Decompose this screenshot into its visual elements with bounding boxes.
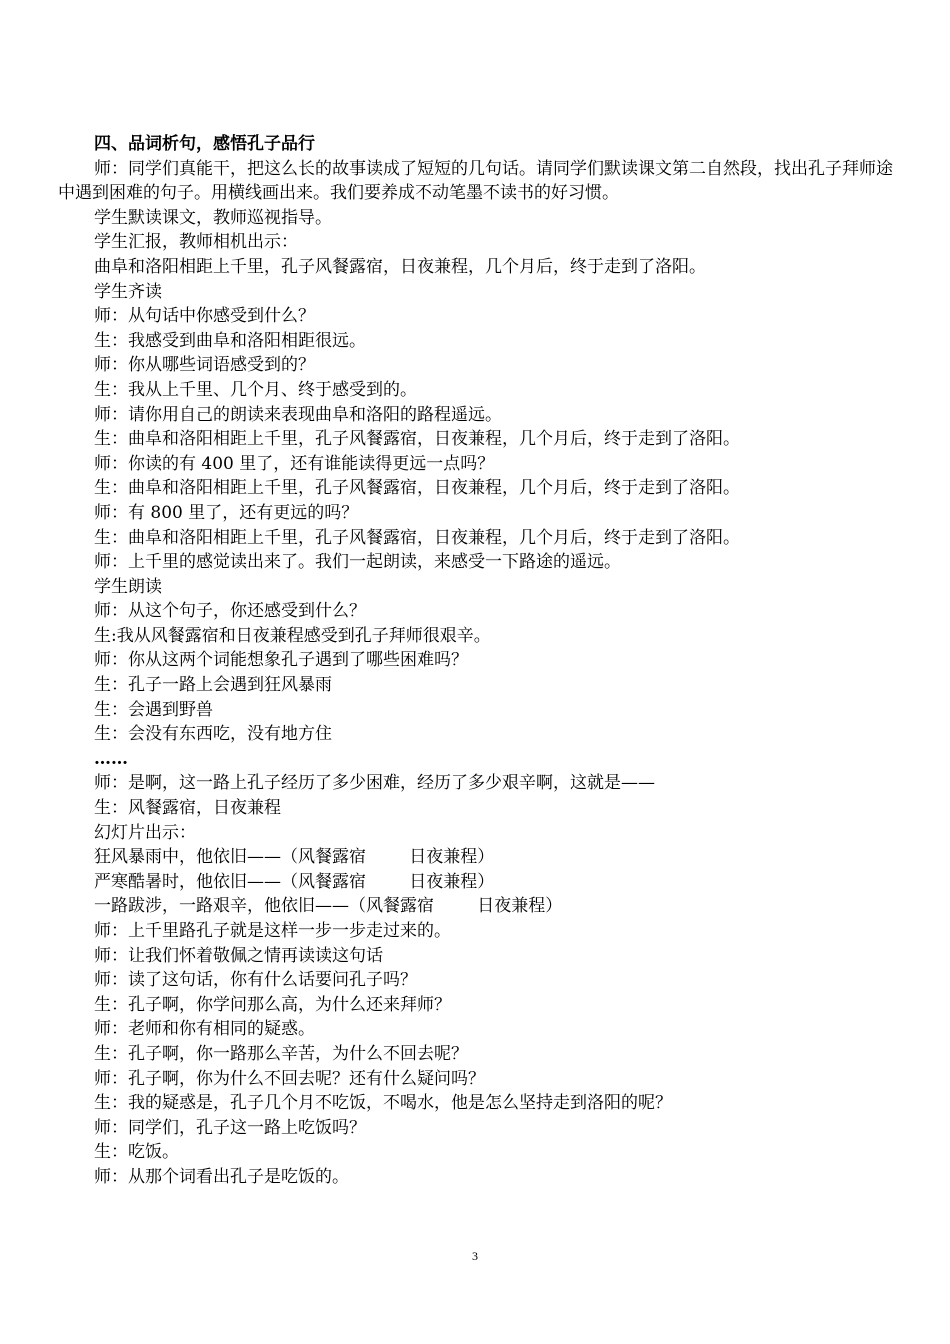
paragraph: 生：孔子啊，你学问那么高，为什么还来拜师？ (94, 994, 451, 1015)
paragraph: 师：从句话中你感受到什么？ (94, 306, 315, 327)
paragraph: 生：风餐露宿，日夜兼程 (94, 798, 281, 819)
paragraph: 生:我从风餐露宿和日夜兼程感受到孔子拜师很艰辛。 (94, 625, 491, 646)
paragraph: 生：曲阜和洛阳相距上千里，孔子风餐露宿，日夜兼程，几个月后，终于走到了洛阳。 (94, 478, 740, 499)
paragraph: 师：同学们真能干，把这么长的故事读成了短短的几句话。请同学们默读课文第二自然段，找出孔子拜师途中遇到困难的句子。用横线画出来。我们要养成不动笔墨不读书的好习惯。 (58, 158, 893, 204)
paragraph: 学生默读课文，教师巡视指导。 (94, 207, 332, 228)
paragraph: 师：是啊，这一路上孔子经历了多少困难，经历了多少艰辛啊，这就是—— (94, 773, 655, 794)
paragraph: 师：上千里路孔子就是这样一步一步走过来的。 (94, 921, 451, 941)
paragraph: 师：从这个句子，你还感受到什么？ (94, 601, 366, 622)
paragraph: 生：我感受到曲阜和洛阳相距很远。 (94, 330, 366, 351)
paragraph: 学生汇报，教师相机出示： (94, 232, 298, 253)
paragraph: 师：你从这两个词能想象孔子遇到了哪些困难吗？ (94, 650, 468, 671)
paragraph: 生：曲阜和洛阳相距上千里，孔子风餐露宿，日夜兼程，几个月后，终于走到了洛阳。 (94, 429, 740, 450)
paragraph: 师：孔子啊，你为什么不回去呢？还有什么疑问吗？ (94, 1068, 485, 1089)
paragraph: 师：老师和你有相同的疑惑。 (94, 1019, 315, 1040)
paragraph: 师：上千里的感觉读出来了。我们一起朗读，来感受一下路途的遥远。 (94, 552, 621, 573)
paragraph: 生：曲阜和洛阳相距上千里，孔子风餐露宿，日夜兼程，几个月后，终于走到了洛阳。 (94, 527, 740, 548)
page-number: 3 (472, 1249, 478, 1263)
paragraph: 学生朗读 (94, 576, 162, 597)
paragraph: 生：我从上千里、几个月、终于感受到的。 (94, 379, 417, 400)
paragraph: 严寒酷暑时，他依旧——（风餐露宿 日夜兼程） (94, 871, 495, 892)
paragraph: 学生齐读 (94, 281, 162, 302)
paragraph: 师：有 800 里了，还有更远的吗？ (94, 502, 359, 523)
paragraph: 师：让我们怀着敬佩之情再读读这句话 (94, 945, 383, 966)
paragraph: 生：我的疑惑是，孔子几个月不吃饭，不喝水，他是怎么坚持走到洛阳的呢？ (94, 1093, 672, 1114)
paragraph: 狂风暴雨中，他依旧——（风餐露宿 日夜兼程） (94, 847, 495, 868)
paragraph: 师：你读的有 400 里了，还有谁能读得更远一点吗？ (94, 453, 495, 474)
paragraph: 师：读了这句话，你有什么话要问孔子吗？ (94, 970, 417, 991)
paragraph: 生：孔子一路上会遇到狂风暴雨 (94, 675, 332, 696)
paragraph: 曲阜和洛阳相距上千里，孔子风餐露宿，日夜兼程，几个月后，终于走到了洛阳。 (94, 256, 706, 277)
paragraph: 生：会没有东西吃，没有地方住 (94, 724, 332, 745)
paragraph: 幻灯片出示： (94, 822, 196, 843)
paragraph: 师：你从哪些词语感受到的？ (94, 355, 315, 376)
paragraph: 生：孔子啊，你一路那么辛苦，为什么不回去呢？ (94, 1043, 468, 1064)
paragraph: 一路跋涉，一路艰辛，他依旧——（风餐露宿 日夜兼程） (94, 896, 563, 917)
section-heading: 四、品词析句，感悟孔子品行 (94, 134, 315, 154)
ellipsis-line: …… (94, 748, 128, 769)
paragraph: 师：请你用自己的朗读来表现曲阜和洛阳的路程遥远。 (94, 404, 502, 425)
document-body (58, 132, 896, 1190)
paragraph: 生：会遇到野兽 (94, 699, 213, 720)
paragraph: 师：同学们，孔子这一路上吃饭吗？ (94, 1117, 366, 1138)
paragraph: 生：吃饭。 (94, 1142, 179, 1163)
paragraph: 师：从那个词看出孔子是吃饭的。 (94, 1166, 349, 1187)
